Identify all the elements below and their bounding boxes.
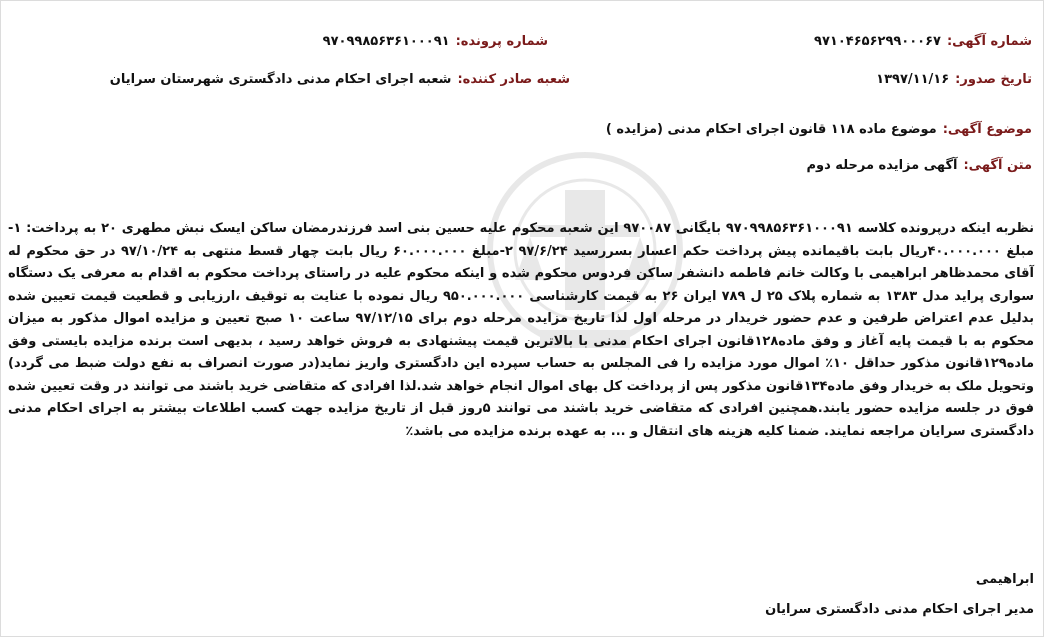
case-number-value: ۹۷۰۹۹۸۵۶۳۶۱۰۰۰۹۱ [322,34,450,49]
issue-date-value: ۱۳۹۷/۱۱/۱۶ [876,72,950,87]
text-label: متن آگهی: [963,158,1032,173]
ad-number-label: شماره آگهی: [946,34,1032,49]
notice-body: نظربه اینکه درپرونده کلاسه ۹۷۰۹۹۸۵۶۳۶۱۰۰۰۹۱ بایگانی ۹۷۰۰۸۷ این شعبه محکوم علیه حسین بنی اسد فرزندرمضان ساکن ایسک نبش مطهری ۲۰ به پرداخت: ۱-مبلغ ۴۰.۰۰۰.۰۰۰ریال بابت باقیمانده پیش پرداخت حکم اعسار بسررسید ۹۷/۶/۲۴ ۲-مبلغ ۶۰.۰۰۰.۰۰۰ ریال بابت چهار قسط منتهی به ۹۷/۱۰/۲۴ در حق محکوم له آقای محمدظاهر ابراهیمی با وکالت خانم فاطمه دانشفر ساکن فردوس محکوم شده و اینکه محکوم علیه در راستای پرداخت محکوم به اقدام به معرفی یک دستگاه سواری پراید مدل ۱۳۸۳ به شماره پلاک ۲۵ ل ۷۸۹ ایران ۲۶ به قیمت کارشناسی ۹۵۰.۰۰۰.۰۰۰ ریال نموده با عنایت به توقیف ،ارزیابی و قطعیت قیمت تعیین شده بدلیل عدم اعتراض طرفین و عدم حضور خریدار در مرحله اول لذا تاریخ مزایده مرحله دوم برای ۹۷/۱۲/۱۵ ساعت ۱۰ صبح تعیین و مزایده اموال مذکور به میزان محکوم به با قیمت پایه آغاز و وفق ماده۱۲۸قانون اجرای احکام مدنی با بالاترین قیمت پیشنهادی به فروش خواهد رسید ، بدیهی است برنده مزایده بایستی وفق ماده۱۲۹قانون مذکور حداقل ۱۰٪ اموال مورد مزایده را فی المجلس به حساب سپرده این دادگستری واریز نماید(در صورت انصراف به نفع دولت ضبط می گردد) وتحویل ملک به خریدار وفق ماده۱۳۴قانون مذکور پس از پرداخت کل بهای اموال انجام خواهد شد.لذا افرادی که متقاضی خرید باشند می توانند در وقت تعیین شده فوق در جلسه مزایده حضور یابند.همچنین افرادی که متقاضی خرید باشند می توانند ۵روز قبل از تاریخ مزایده جهت کسب اطلاعات بیشتر به اجرای احکام مدنی دادگستری سرایان مراجعه نمایند. ضمنا کلیه هزینه های انتقال و ... به عهده برنده مزایده می باشد٪ [8,221,1034,439]
issue-date-field [876,72,1032,87]
subject-value: موضوع ماده ۱۱۸ قانون اجرای احکام مدنی (مزایده ) [605,122,937,137]
issuing-branch-field [110,72,570,87]
text-field [807,158,1033,173]
subject-label: موضوع آگهی: [942,122,1032,137]
issuing-branch-value: شعبه اجرای احکام مدنی دادگستری شهرستان سرایان [109,72,452,87]
ad-number-value: ۹۷۱۰۴۶۵۶۲۹۹۰۰۰۶۷ [814,34,941,49]
signatory-title: مدیر اجرای احکام مدنی دادگستری سرایان [765,602,1034,617]
issuing-branch-label: شعبه صادر کننده: [457,72,570,87]
issue-date-label: تاریخ صدور: [955,72,1032,87]
text-title: آگهی مزایده مرحله دوم [806,158,958,173]
signatory-name: ابراهیمی [975,572,1034,587]
subject-field [606,122,1032,137]
case-number-label: شماره پرونده: [455,34,548,49]
case-number-field [323,34,548,49]
ad-number-field [814,34,1032,49]
